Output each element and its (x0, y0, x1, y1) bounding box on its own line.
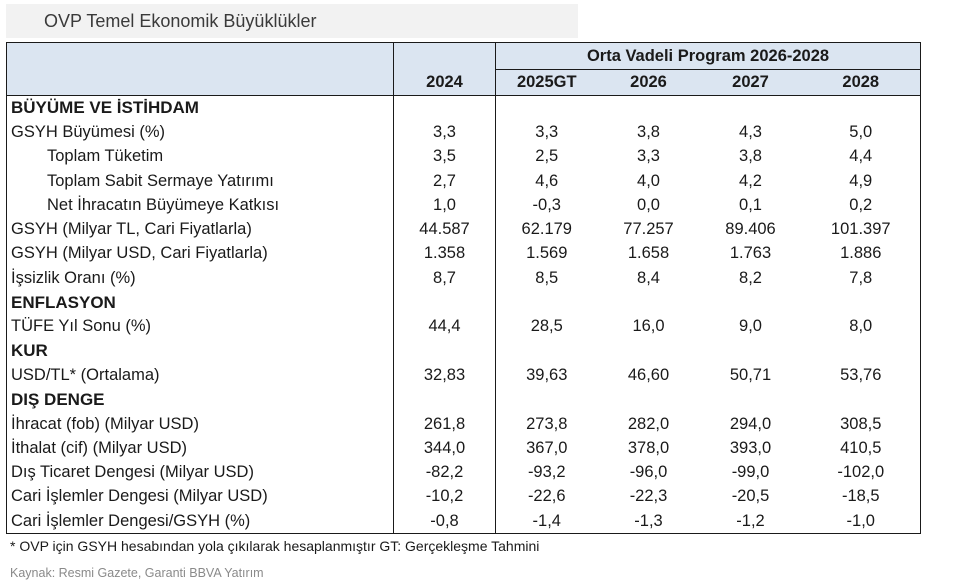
value-cell (802, 96, 921, 121)
section-label: KUR (7, 339, 394, 363)
section-label: ENFLASYON (7, 290, 394, 314)
table-row (7, 509, 921, 534)
table-row (7, 460, 921, 484)
value-cell: 308,5 (802, 412, 921, 436)
value-cell: -82,2 (394, 460, 496, 484)
source-note: Kaynak: Resmi Gazete, Garanti BBVA Yatırım (10, 566, 264, 580)
value-cell: 62.179 (521, 220, 572, 239)
value-cell (700, 388, 802, 412)
economic-table (6, 42, 921, 534)
value-cell: 4,4 (802, 145, 921, 169)
value-cell: -22,3 (629, 487, 668, 506)
value-cell: 7,8 (802, 266, 921, 290)
value-cell (496, 290, 598, 314)
value-cell: -0,3 (532, 195, 561, 214)
row-label: GSYH Büyümesi (%) (7, 120, 394, 144)
row-label: Toplam Sabit Sermaye Yatırımı (7, 169, 394, 193)
value-cell: 261,8 (394, 412, 496, 436)
value-cell: 16,0 (632, 317, 665, 336)
value-cell (394, 290, 496, 314)
value-cell: 4,2 (739, 171, 762, 190)
table-row (7, 120, 921, 144)
value-cell (700, 96, 802, 121)
row-label: Toplam Tüketim (7, 145, 394, 169)
value-cell: -102,0 (802, 460, 921, 484)
value-cell: 53,76 (802, 363, 921, 387)
value-cell: 1.358 (394, 242, 496, 266)
footnote: * OVP için GSYH hesabından yola çıkılarak hesaplanmıştır GT: Gerçekleşme Tahmini (10, 538, 540, 554)
value-cell: -1,0 (802, 509, 921, 534)
value-cell: 0,0 (637, 195, 660, 214)
value-cell: 8,0 (802, 315, 921, 339)
title-bar (6, 4, 578, 38)
value-cell: 410,5 (802, 436, 921, 460)
value-cell (598, 388, 700, 412)
value-cell (802, 388, 921, 412)
header-corner (7, 43, 394, 70)
table-row (7, 242, 921, 266)
value-cell (598, 339, 700, 363)
value-cell: 77.257 (623, 220, 674, 239)
value-cell: 89.406 (725, 220, 776, 239)
value-cell (394, 339, 496, 363)
value-cell: 367,0 (526, 438, 568, 457)
value-cell: 1.569 (526, 244, 568, 263)
table-row (7, 266, 921, 290)
table-row (7, 217, 921, 241)
value-cell (496, 388, 598, 412)
table-row (7, 169, 921, 193)
row-label: Net İhracatın Büyümeye Katkısı (7, 193, 394, 217)
year-header: 2026 (598, 70, 700, 96)
value-cell: 3,5 (394, 145, 496, 169)
value-cell: 1.763 (729, 244, 772, 263)
value-cell: 8,4 (637, 268, 660, 287)
value-cell: 3,3 (535, 122, 559, 141)
value-cell: 8,7 (394, 266, 496, 290)
row-label: İşsizlik Oranı (%) (7, 266, 394, 290)
value-cell: 50,71 (729, 365, 772, 384)
value-cell: 9,0 (739, 317, 762, 336)
value-cell: -93,2 (527, 463, 566, 482)
value-cell: -20,5 (731, 487, 770, 506)
value-cell: 344,0 (394, 436, 496, 460)
value-cell (802, 290, 921, 314)
value-cell: 4,6 (535, 171, 559, 190)
section-row (7, 290, 921, 314)
value-cell: 378,0 (627, 438, 670, 457)
row-label: GSYH (Milyar TL, Cari Fiyatlarla) (7, 217, 394, 241)
row-label: USD/TL* (Ortalama) (7, 363, 394, 387)
value-cell: -1,4 (496, 509, 598, 534)
value-cell (394, 388, 496, 412)
value-cell: 282,0 (627, 414, 670, 433)
value-cell: 393,0 (729, 438, 772, 457)
section-row (7, 96, 921, 121)
value-cell: -96,0 (629, 463, 668, 482)
row-label: İhracat (fob) (Milyar USD) (7, 412, 394, 436)
value-cell: -0,8 (394, 509, 496, 534)
row-label: Cari İşlemler Dengesi (Milyar USD) (7, 485, 394, 509)
value-cell: 3,3 (637, 147, 660, 166)
value-cell (700, 339, 802, 363)
page-title: OVP Temel Ekonomik Büyüklükler (44, 11, 317, 31)
value-cell: 1.658 (627, 244, 670, 263)
row-label: GSYH (Milyar USD, Cari Fiyatlarla) (7, 242, 394, 266)
value-cell: 39,63 (526, 365, 568, 384)
table-row (7, 193, 921, 217)
section-row (7, 339, 921, 363)
table-row (7, 315, 921, 339)
ovp-group-header: Orta Vadeli Program 2026-2028 (496, 43, 921, 70)
value-cell: -99,0 (731, 463, 770, 482)
value-cell: 0,2 (802, 193, 921, 217)
table-row (7, 412, 921, 436)
value-cell (700, 290, 802, 314)
section-label: DIŞ DENGE (7, 388, 394, 412)
value-cell: 44.587 (394, 217, 496, 241)
value-cell: 294,0 (729, 414, 772, 433)
value-cell: 5,0 (802, 120, 921, 144)
value-cell (598, 96, 700, 121)
value-cell: 3,8 (637, 122, 660, 141)
section-row (7, 388, 921, 412)
value-cell (802, 339, 921, 363)
value-cell (496, 339, 598, 363)
value-cell: 101.397 (802, 217, 921, 241)
value-cell: 3,8 (739, 147, 762, 166)
value-cell (394, 96, 496, 121)
table-row (7, 363, 921, 387)
value-cell: 8,2 (739, 268, 762, 287)
value-cell: 2,5 (535, 147, 559, 166)
value-cell: -1,2 (700, 509, 802, 534)
value-cell: 2,7 (394, 169, 496, 193)
row-label: Dış Ticaret Dengesi (Milyar USD) (7, 460, 394, 484)
year-header: 2025GT (496, 70, 598, 96)
value-cell: -10,2 (394, 485, 496, 509)
value-cell: -22,6 (527, 487, 566, 506)
header-corner-lower (7, 70, 394, 96)
value-cell: 3,3 (394, 120, 496, 144)
row-label: Cari İşlemler Dengesi/GSYH (%) (7, 509, 394, 534)
table-row (7, 145, 921, 169)
value-cell: -1,3 (598, 509, 700, 534)
value-cell: 46,60 (627, 365, 670, 384)
table-row (7, 436, 921, 460)
value-cell: 273,8 (526, 414, 568, 433)
value-cell: 44,4 (394, 315, 496, 339)
value-cell: 28,5 (530, 317, 563, 336)
value-cell: 1,0 (394, 193, 496, 217)
table-row (7, 485, 921, 509)
value-cell: 4,9 (802, 169, 921, 193)
value-cell: -18,5 (802, 485, 921, 509)
value-cell (598, 290, 700, 314)
value-cell: 8,5 (535, 268, 559, 287)
value-cell: 0,1 (739, 195, 762, 214)
year-header: 2028 (802, 70, 921, 96)
value-cell: 32,83 (394, 363, 496, 387)
year-header: 2027 (700, 70, 802, 96)
row-label: İthalat (cif) (Milyar USD) (7, 436, 394, 460)
value-cell: 4,3 (739, 122, 762, 141)
value-cell (496, 96, 598, 121)
value-cell: 4,0 (637, 171, 660, 190)
row-label: TÜFE Yıl Sonu (%) (7, 315, 394, 339)
header-blank-2024 (394, 43, 496, 70)
year-header: 2024 (394, 70, 496, 96)
section-label: BÜYÜME VE İSTİHDAM (7, 96, 394, 121)
value-cell: 1.886 (802, 242, 921, 266)
